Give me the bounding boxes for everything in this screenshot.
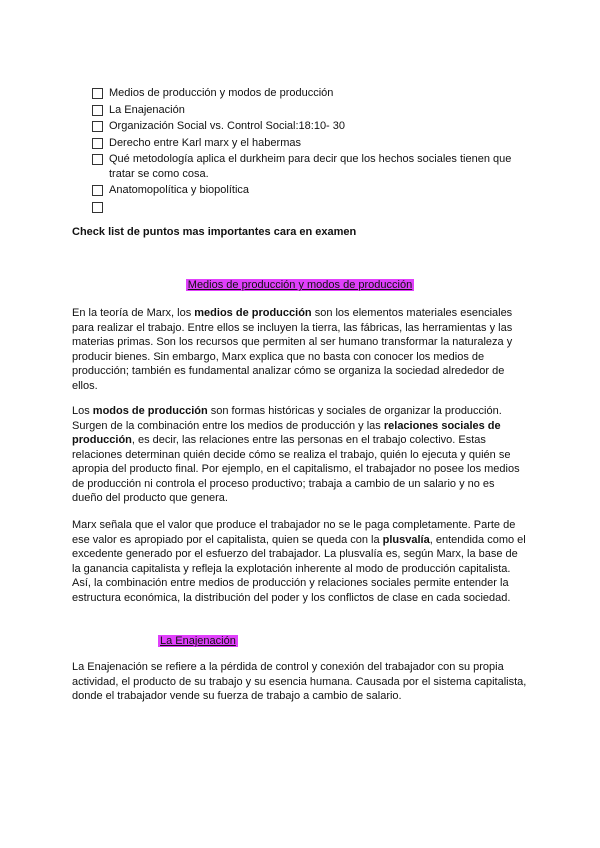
- checklist-item-label: Medios de producción y modos de producción: [109, 87, 334, 99]
- checkbox[interactable]: [92, 138, 103, 149]
- text-run: Marx señala que el valor que produce el trabajador no se le paga completamente. Parte de ese valor es apropiado por el capitalista, quien se queda con la: [72, 519, 516, 546]
- checkbox[interactable]: [92, 105, 103, 116]
- section-heading: [158, 634, 238, 649]
- checkbox[interactable]: [92, 121, 103, 132]
- section-heading-text: La Enajenación: [160, 635, 236, 647]
- checklist-item: [92, 86, 532, 101]
- section-heading-text: Medios de producción y modos de producción: [187, 279, 413, 291]
- section-heading: [0, 278, 600, 293]
- checklist-item-label: Qué metodología aplica el durkheim para decir que los hechos sociales tienen que tratar se como cosa.: [109, 153, 512, 180]
- paragraph: [72, 306, 528, 393]
- paragraph: [72, 404, 528, 506]
- text-run: son formas históricas y sociales de organizar la producción. Surgen de la combinación entre los medios de producción y las: [72, 405, 502, 432]
- checklist-item-label: Organización Social vs. Control Social:18:10- 30: [109, 120, 346, 132]
- text-run: Los: [72, 405, 93, 417]
- checklist-item: [92, 183, 532, 198]
- checkbox[interactable]: [92, 185, 103, 196]
- bold-term: plusvalía: [382, 533, 430, 546]
- checklist-item: [92, 119, 532, 134]
- checklist: [92, 86, 532, 215]
- text-run: En la teoría de Marx, los: [72, 307, 195, 319]
- checklist-item-label: Derecho entre Karl marx y el habermas: [109, 136, 301, 149]
- paragraph: [72, 518, 528, 605]
- checklist-item-label: La Enajenación: [109, 103, 185, 116]
- text-run: son los elementos materiales esenciales para realizar el trabajo. Entre ellos se incluyen la tierra, las fábricas, las herramientas y las materias primas. Son los recursos que permiten al ser humano transformar la naturaleza y producir bienes. Sin embargo, Marx explica que no basta con conocer los medios de producción; también es fundamental analizar cómo se organiza la sociedad alrededor de ellos.: [72, 307, 513, 392]
- checkbox[interactable]: [92, 154, 103, 165]
- checkbox[interactable]: [92, 202, 103, 213]
- bold-term: modos de producción: [92, 405, 208, 417]
- checklist-item: [92, 103, 532, 118]
- checkbox[interactable]: [92, 88, 103, 99]
- text-run: , es decir, las relaciones entre las personas en el trabajo colectivo. Estas relaciones determinan quién decide cómo se realiza el trabajo, quién lo ejecuta y quién se apropia del producto final. Por ejemplo, en el capitalismo, el trabajador no posee los medios de producción ni controla el proceso productivo; trabaja a cambio de un salario y no es dueño del producto que genera.: [72, 434, 520, 504]
- bold-term: medios de producción: [194, 307, 312, 319]
- paragraph: La Enajenación se refiere a la pérdida de control y conexión del trabajador con su propia actividad, el producto de su trabajo y su esencia humana. Causada por el sistema capitalista, donde el trabajador vende su fuerza de trabajo a cambio de salario.: [72, 661, 527, 702]
- checklist-item: [92, 152, 532, 181]
- checklist-item: [92, 136, 532, 151]
- text-run: , entendida como el excedente generado por el esfuerzo del trabajador. La plusvalía es, según Marx, la base de la ganancia capitalista y refleja la explotación inherente al modo de producción capitalista. Así, la combinación entre medios de producción y relaciones sociales permite entender la estructura económica, la distribución del poder y los conflictos de clase en cada sociedad.: [72, 533, 526, 604]
- checklist-heading: Check list de puntos mas importantes cara en examen: [72, 226, 357, 238]
- bold-term: relaciones sociales de producción: [72, 419, 501, 446]
- checklist-item: [92, 200, 532, 213]
- checklist-item-label: Anatomopolítica y biopolítica: [109, 184, 250, 196]
